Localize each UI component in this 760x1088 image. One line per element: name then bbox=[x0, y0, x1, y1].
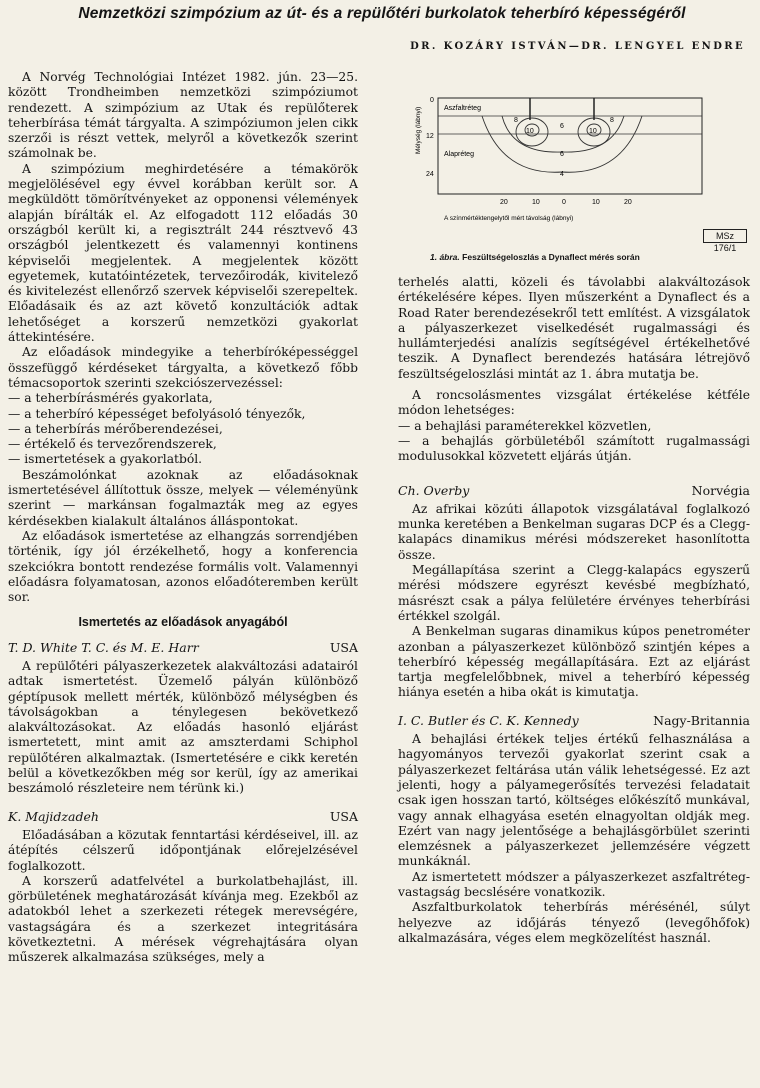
x-tick-1: 10 bbox=[532, 199, 540, 206]
figure-caption-label: 1. ábra. bbox=[430, 252, 460, 262]
x-tick-2: 0 bbox=[562, 199, 566, 206]
contour-value-1: 10 bbox=[526, 128, 534, 135]
y-tick-1: 12 bbox=[426, 133, 434, 140]
talk-3-authors: Ch. Overby bbox=[398, 482, 470, 498]
y-axis-label: Mélység (lábnyi) bbox=[415, 106, 422, 154]
talk-1-text: A repülőtéri pályaszerkezetek alakváltozási adatairól adtak ismertetést. Üzemelő pályán különböző géptípusok mellett mérték, különböző mélységben és távolságokban a ténylegesen bekövetkező alakváltozásokat. Az előadás hasonló eljárást ismertetett, mint amit az amszterdami Schiphol repülőtéren alkalmaztak. (Ismertetésére e cikk keretén belül a következőkben még sor kerül, így az amerikai beszámoló részleteire nem térünk ki.) bbox=[8, 658, 358, 796]
x-tick-4: 20 bbox=[624, 199, 632, 206]
talk-2-header bbox=[8, 809, 358, 824]
talk-4-paragraph-3: Aszfaltburkolatok teherbírás mérésénél, súlyt helyezve az időjárás tényező (levegőhőfok) alkalmazására, véges elem megközelítést használ. bbox=[398, 900, 750, 945]
talk-3-paragraph-3: A Benkelman sugaras dinamikus kúpos penetrométer azonban a pályaszerkezet különböző szintjén képes a teherbíró képesség megállapítására. Ezt az eljárást tartja megfelelőbbnek, mivel a teherbíró képesség hiánya esetén a hiba okát is kimutatja. bbox=[398, 624, 750, 700]
base-label: Alapréteg bbox=[444, 151, 474, 158]
right-column bbox=[398, 275, 750, 946]
talk-4-paragraph-2: Az ismertetett módszer a pályaszerkezet aszfaltréteg-vastagság becslésére vonatkozik. bbox=[398, 869, 750, 899]
intro-paragraph-1: A Norvég Technológiai Intézet 1982. jún. 23—25. között Trondheimben nemzetközi szimpóziumot rendezett. A szimpózium az Utak és repülőterek teherbírása témát tárgyalta. A szimpóziumon jelen cikk szerzői is részt vettek, melyről a következők szerint számolnak be. bbox=[8, 70, 358, 161]
x-tick-0: 20 bbox=[500, 199, 508, 206]
contour-value-3: 10 bbox=[589, 128, 597, 135]
evaluation-list-item: — a behajlási paraméterekkel közvetlen, bbox=[398, 418, 652, 433]
talk-3-country: Norvégia bbox=[691, 482, 750, 498]
talk-1-authors: T. D. White T. C. és M. E. Harr bbox=[8, 639, 199, 655]
figure-caption bbox=[430, 252, 730, 262]
topic-list-item: — a teherbíró képességet befolyásoló tényezők, bbox=[8, 406, 306, 421]
section-heading: Ismertetés az előadások anyagából bbox=[78, 615, 288, 630]
figure-caption-text: Feszültségeloszlás a Dynaflect mérés során bbox=[462, 252, 640, 262]
talk-4-paragraph-1: A behajlási értékek teljes értékű felhasználása a hagyományos tervezői gyakorlat szerint csak a pályaszerkezet feltárása után válik lehetségessé. Ez azt jelenti, hogy a pályamegerősítés tervezési feladatait csak igen hosszan tartó, költséges előkészítő munkával, vagy annak elhagyása esetén elnagyoltan oldják meg. Ezért van nagy jelentősége a behajlásgörbület szerinti elemzésnek a pályaszerkezet jellemzésére végzett munkáknál. bbox=[398, 732, 750, 869]
left-column bbox=[8, 70, 358, 966]
talk-4-header bbox=[398, 713, 750, 728]
talk-1-header bbox=[8, 640, 358, 655]
stress-distribution-figure bbox=[412, 76, 712, 266]
contour-value-0: 8 bbox=[514, 117, 518, 124]
talk-2-paragraph-2: A korszerű adatfelvétel a burkolatbehajlást, ill. görbületének meghatározását kívánja meg. Ezekből az adatokból lehet a szerkezeti rétegek merevségére, vastagságára és a szerkezet integritására következtetni. A mérések végrehajtására olyan műszerek alkalmazása szükséges, mely a bbox=[8, 873, 358, 965]
x-tick-3: 10 bbox=[592, 199, 600, 206]
after-paragraph-1: Beszámolónkat azoknak az előadásoknak ismertetésével állítottuk össze, melyek — véleményünk szerint — markánsan fogalmazták meg az egyes kérdésekben kialakult általános álláspontokat. bbox=[8, 467, 358, 528]
intro-paragraph-2: A szimpózium meghirdetésére a témakörök megjelölésével egy évvel korábban került sor. A megküldött tömörítvényeket az opponensi vélemények alapján bírálták el. Az elfogadott 112 előadás 30 országból került ki, a regisztrált 244 résztvevő 43 országból jelentkezett és valamennyi kontinens képviselői megjelentek. A megjelentek között egyetemek, kutatóintézetek, tervezőirodák, kivitelező és kivitelezést ellenőrző szervek képviselői szerepeltek. Előadásaik és az azt követő konzultációk adtak lehetőséget a korszerű nemzetközi gyakorlat áttekintésére. bbox=[8, 161, 358, 345]
topic-list-item: — a teherbírásmérés gyakorlata, bbox=[8, 391, 213, 406]
figure-frame bbox=[438, 98, 702, 194]
talk-3-paragraph-1: Az afrikai közúti állapotok vizsgálatával foglalkozó munka keretében a Benkelman sugaras DCP és a Clegg-kalapács dinamikus mérési módszereket hasonlította össze. bbox=[398, 501, 750, 562]
continued-paragraph: terhelés alatti, közeli és távolabbi alakváltozások értékelésére képes. Ilyen műszerként a Dynaflect és a Road Rater berendezésekről tett említést. A vizsgálatok a pályaszerkezet viselkedését rugalmassági és hullámterjedési analízis segítségével értékelhetővé teszik. A Dynaflect berendezés hatására létrejövő feszültségeloszlási mintát az 1. ábra mutatja be. bbox=[398, 275, 750, 381]
contour-value-4: 8 bbox=[610, 117, 614, 124]
talk-3-header bbox=[398, 483, 750, 498]
after-paragraph-2: Az előadások ismertetése az elhangzás sorrendjében történik, így jól érzékelhető, hogy a konferencia szekciókra bontott rendezése formális volt. Valamennyi előadásra folyamatosan, azonos előadóteremben került sor. bbox=[8, 528, 358, 605]
asphalt-label: Aszfaltréteg bbox=[444, 105, 481, 112]
y-tick-0: 0 bbox=[430, 97, 434, 104]
talk-1-country: USA bbox=[329, 639, 358, 655]
article-title: Nemzetközi szimpózium az út- és a repülőtéri burkolatok teherbíró képességéről bbox=[78, 5, 686, 22]
evaluation-intro: A roncsolásmentes vizsgálat értékelése kétféle módon lehetséges: bbox=[398, 388, 750, 418]
contour-value-5: 6 bbox=[560, 151, 564, 158]
talk-4-authors: I. C. Butler és C. K. Kennedy bbox=[398, 712, 579, 728]
evaluation-list-item: — a behajlás görbületéből számított rugalmassági modulusokkal közvetett eljárás útján. bbox=[398, 433, 750, 464]
talk-2-country: USA bbox=[329, 808, 358, 824]
contour-value-6: 4 bbox=[560, 171, 564, 178]
intro-paragraph-3: Az előadások mindegyike a teherbíróképességgel összefüggő kérdéseket tárgyalta, a következő főbb témacsoportok szerinti szekciószervezéssel: bbox=[8, 345, 358, 390]
topic-list-item: — a teherbírás mérőberendezései, bbox=[8, 421, 223, 436]
topic-list-item: — értékelő és tervezőrendszerek, bbox=[8, 437, 217, 452]
talk-2-authors: K. Majidzadeh bbox=[8, 808, 99, 824]
article-authors: DR. KOZÁRY ISTVÁN—DR. LENGYEL ENDRE bbox=[410, 41, 745, 52]
topic-list-item: — ismertetések a gyakorlatból. bbox=[8, 452, 203, 467]
talk-4-country: Nagy-Britannia bbox=[653, 712, 750, 728]
contour-value-2: 6 bbox=[560, 123, 564, 130]
figure-tag: MSz 176/1 bbox=[703, 229, 747, 243]
y-tick-2: 24 bbox=[426, 171, 434, 178]
x-axis-label: A színmértéktengelytől mért távolság (lábnyi) bbox=[444, 215, 574, 222]
figure-graphic bbox=[412, 76, 712, 266]
talk-2-paragraph-1: Előadásában a közutak fenntartási kérdéseivel, ill. az átépítés célszerű időpontjának előrejelzésével foglalkozott. bbox=[8, 827, 358, 873]
talk-3-paragraph-2: Megállapítása szerint a Clegg-kalapács egyszerű mérési módszere egyrészt kevésbé megbízható, másrészt csak a pálya felületére érvényes teherbírási értékkel szolgál. bbox=[398, 563, 750, 623]
